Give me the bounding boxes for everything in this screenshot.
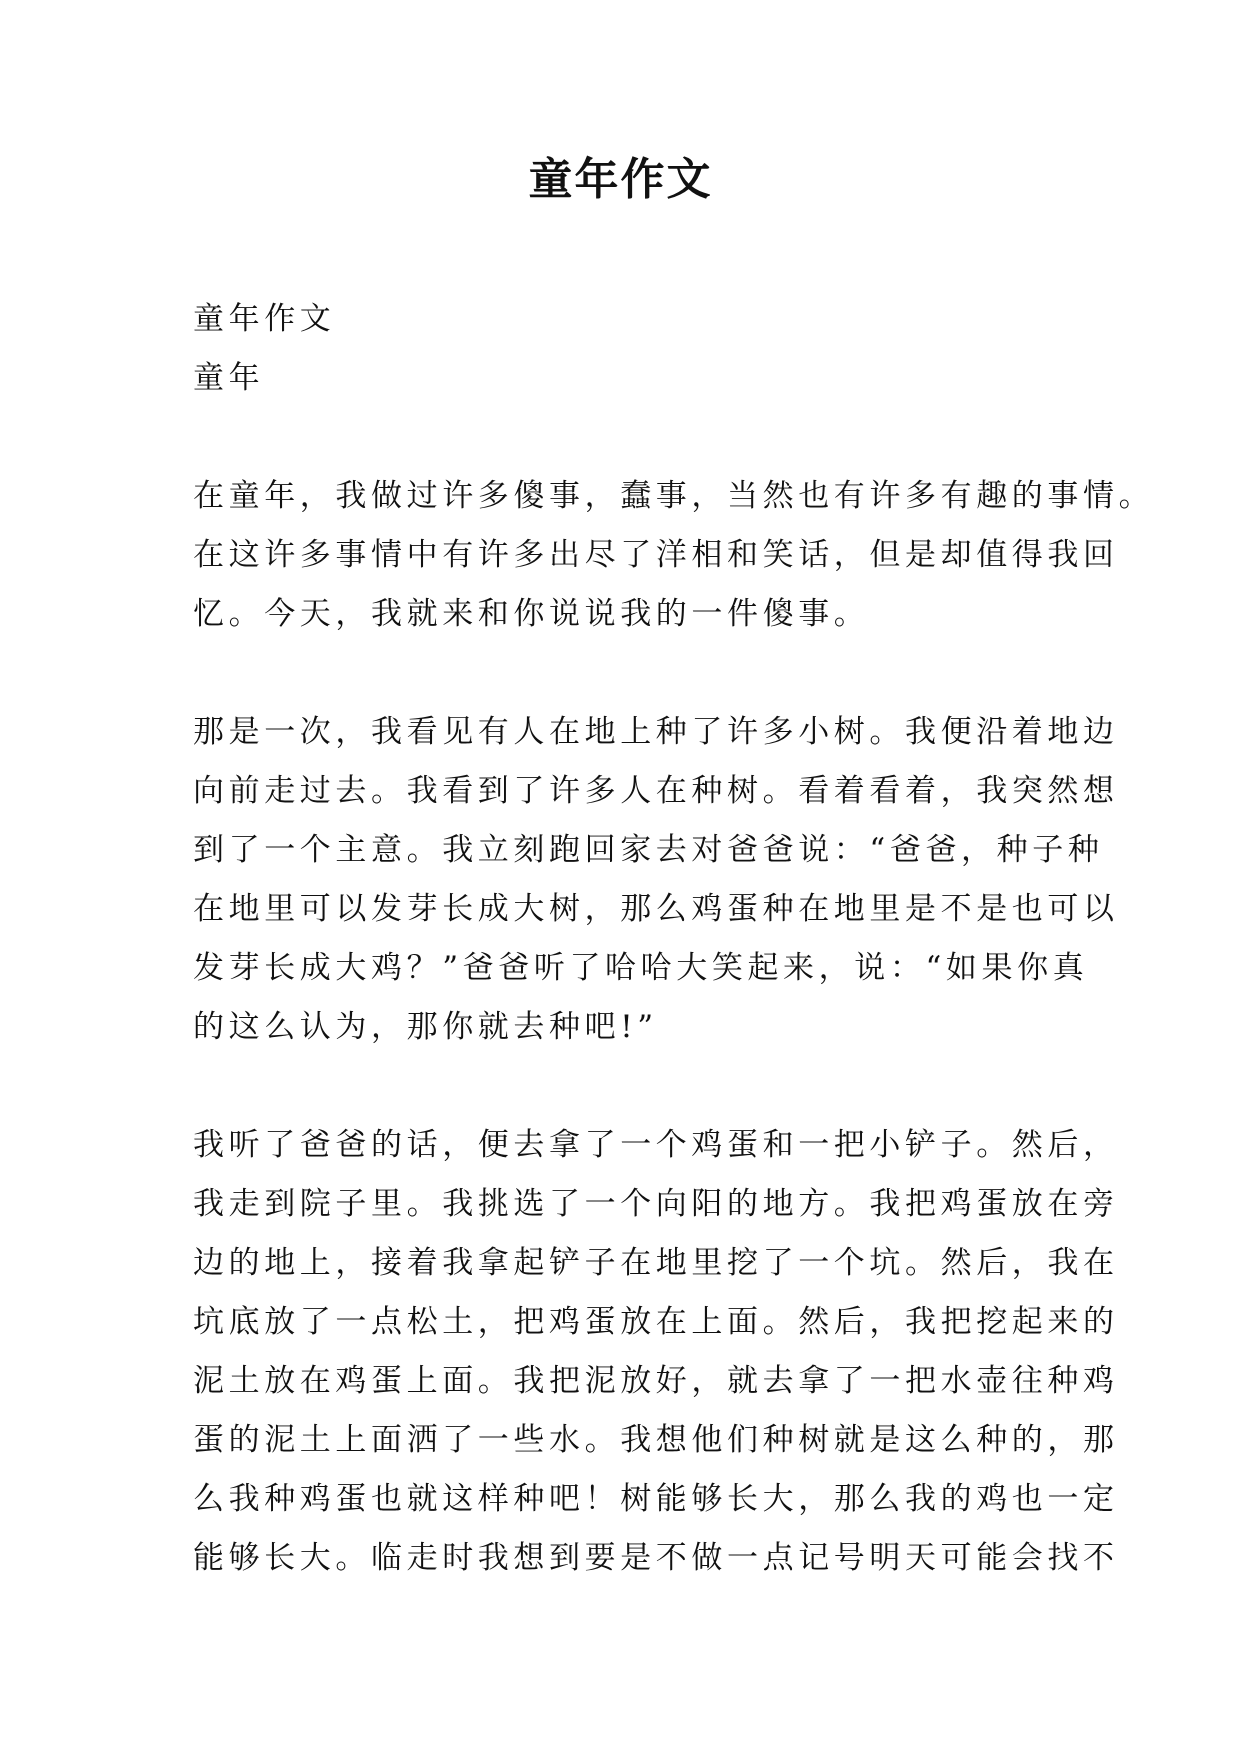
text-line: 我听了爸爸的话，便去拿了一个鸡蛋和一把小铲子。然后，: [193, 1127, 1119, 1163]
document-body: [193, 290, 1155, 1588]
text-line: 在这许多事情中有许多出尽了洋相和笑话，但是却值得我回: [193, 537, 1119, 573]
text-line: 我走到院子里。我挑选了一个向阳的地方。我把鸡蛋放在旁: [193, 1186, 1119, 1222]
paragraph-gap: [193, 1057, 1069, 1116]
text-line: 边的地上，接着我拿起铲子在地里挖了一个坑。然后，我在: [193, 1245, 1119, 1281]
text-line: 到了一个主意。我立刻跑回家去对爸爸说：“爸爸，种子种: [193, 832, 1104, 868]
text-line: 泥土放在鸡蛋上面。我把泥放好，就去拿了一把水壶往种鸡: [193, 1363, 1119, 1399]
text-line: 发芽长成大鸡？”爸爸听了哈哈大笑起来，说：“如果你真: [193, 950, 1089, 986]
paragraph: [193, 703, 1119, 1057]
text-line: 蛋的泥土上面洒了一些水。我想他们种树就是这么种的，那: [193, 1422, 1119, 1458]
text-line: 向前走过去。我看到了许多人在种树。看着看着，我突然想: [193, 773, 1119, 809]
heading-line: 童年: [193, 360, 265, 396]
paragraph: [193, 467, 1155, 644]
text-line: 在地里可以发芽长成大树，那么鸡蛋种在地里是不是也可以: [193, 891, 1119, 927]
text-line: 忆。今天，我就来和你说说我的一件傻事。: [193, 596, 870, 632]
heading-line: 童年作文: [193, 301, 336, 337]
text-line: 坑底放了一点松土，把鸡蛋放在上面。然后，我把挖起来的: [193, 1304, 1119, 1340]
text-line: 的这么认为，那你就去种吧!”: [193, 1009, 658, 1045]
paragraph: [193, 1116, 1119, 1588]
text-line: 在童年，我做过许多傻事，蠢事，当然也有许多有趣的事情。: [193, 478, 1155, 514]
text-line: 么我种鸡蛋也就这样种吧！树能够长大，那么我的鸡也一定: [193, 1481, 1119, 1517]
paragraph-gap: [193, 644, 1069, 703]
text-line: 能够长大。临走时我想到要是不做一点记号明天可能会找不: [193, 1540, 1119, 1576]
paragraph-gap: [193, 408, 1069, 467]
document-title: 童年作文: [528, 154, 713, 205]
text-line: 那是一次，我看见有人在地上种了许多小树。我便沿着地边: [193, 714, 1119, 750]
